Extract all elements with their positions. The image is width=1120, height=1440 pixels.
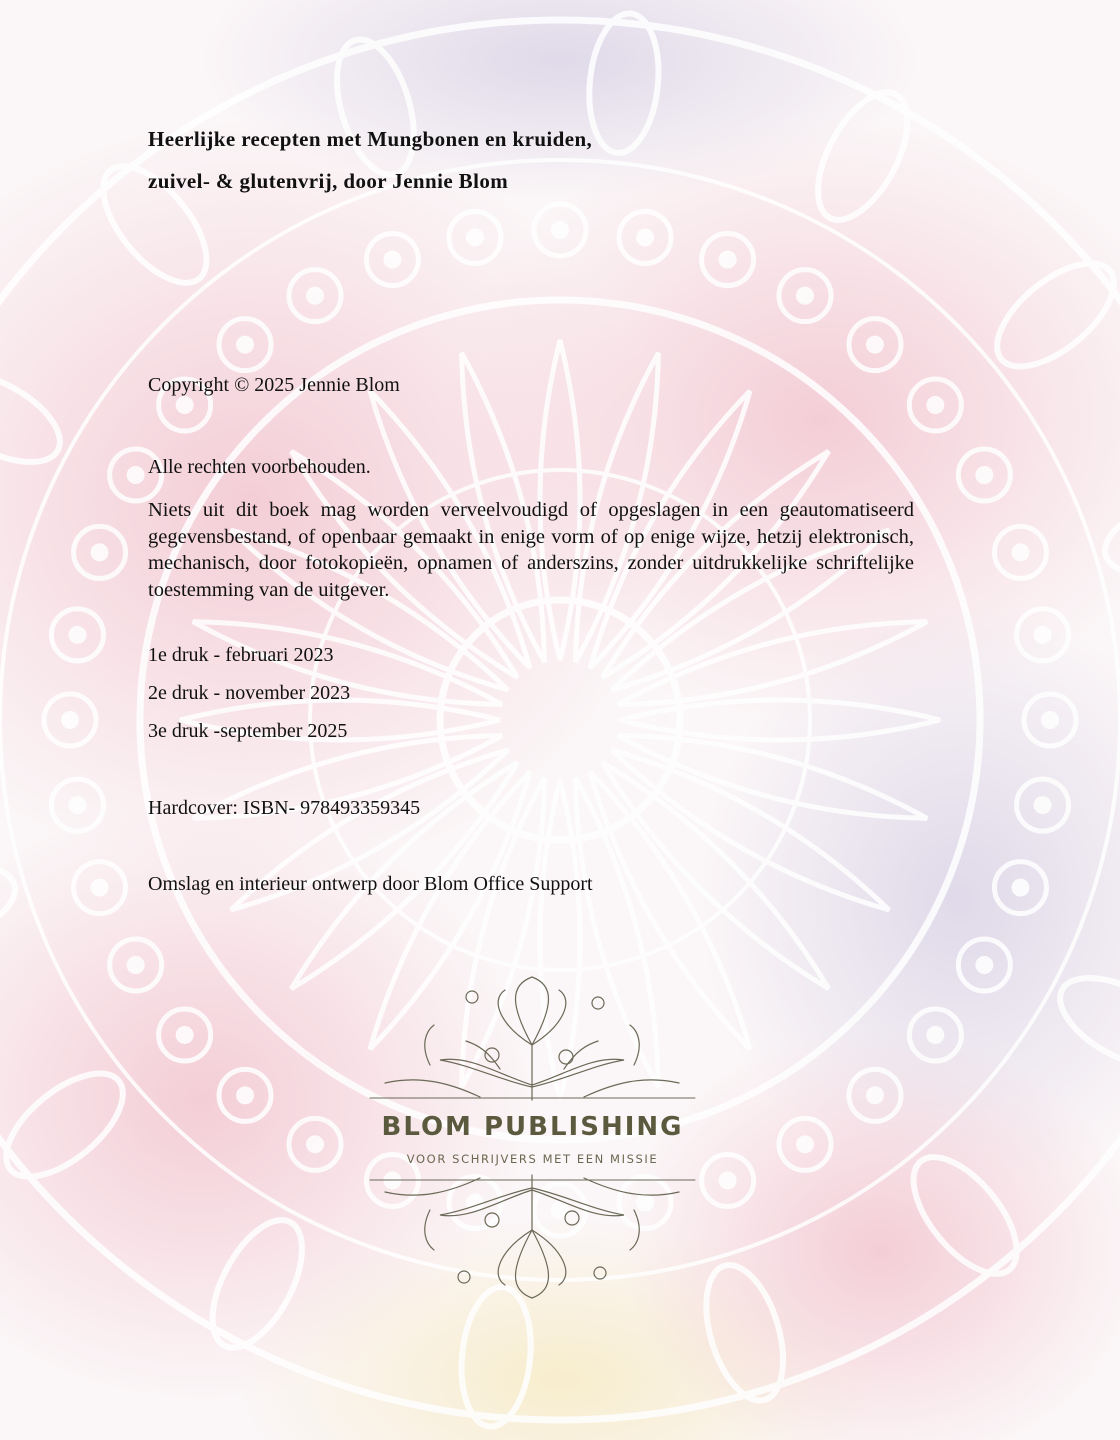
reproduction-notice: Niets uit dit boek mag worden verveelvoudigd of opgeslagen in een geautomatiseerd gegevensbestand, of openbaar gemaakt in enige vorm of op enige wijze, hetzij elektronisch, mechanisch, door fotokopieën, opnamen of anderszins, zonder uitdrukkelijke schriftelijke toestemming van de uitgever.	[148, 499, 914, 601]
edition-1: 1e druk - februari 2023	[148, 644, 334, 666]
rights-reserved: Alle rechten voorbehouden.	[148, 456, 371, 478]
design-credit: Omslag en interieur ontwerp door Blom Office Support	[148, 873, 593, 895]
isbn-line: Hardcover: ISBN- 978493359345	[148, 797, 421, 819]
edition-2: 2e druk - november 2023	[148, 682, 351, 704]
book-title-line-2: zuivel- & glutenvrij, door Jennie Blom	[148, 169, 509, 193]
copyright-line: Copyright © 2025 Jennie Blom	[148, 374, 400, 396]
edition-3: 3e druk -september 2025	[148, 720, 348, 742]
publisher-tagline: VOOR SCHRIJVERS MET EEN MISSIE	[406, 1152, 659, 1166]
publisher-name: BLOM PUBLISHING	[381, 1112, 684, 1142]
book-title-line-1: Heerlijke recepten met Mungbonen en kruiden,	[148, 127, 593, 151]
